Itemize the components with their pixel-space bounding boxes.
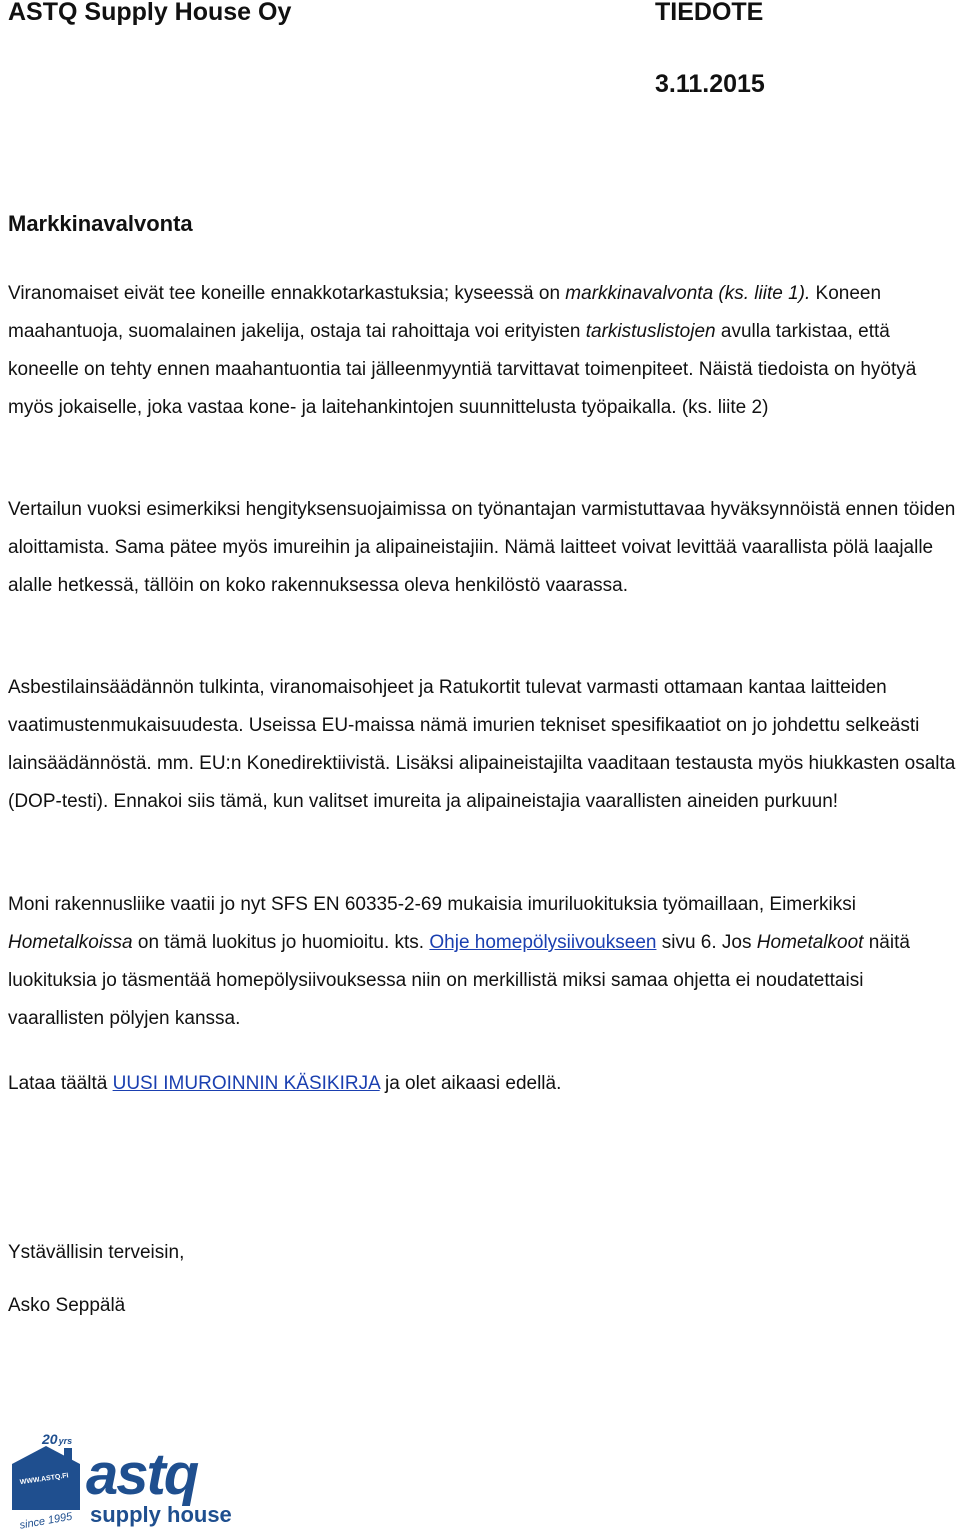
logo-tagline: supply house bbox=[90, 1502, 232, 1527]
astq-logo-graphic bbox=[6, 1432, 246, 1532]
logo-years-suffix: yrs bbox=[58, 1436, 73, 1446]
greeting: Ystävällisin terveisin, bbox=[8, 1242, 185, 1263]
logo-brand: astq bbox=[86, 1442, 198, 1507]
paragraph-5: Lataa täältä UUSI IMUROINNIN KÄSIKIRJA ja olet aikaasi edellä. bbox=[8, 1073, 562, 1094]
mold-cleaning-guide-link[interactable]: Ohje homepölysiivoukseen bbox=[429, 932, 657, 953]
paragraph-4: Moni rakennusliike vaatii jo nyt SFS EN 60335-2-69 mukaisia imuriluokituksia työmaillaan, Eimerkiksi Hometalkoissa on tämä luokitus jo huomioitu. kts. Ohje homepölysiivoukseen sivu 6. Jos Hometalkoot näitä luokituksia jo täsmentää homepölysiivouksessa niin on merkillistä miksi samaa ohjetta ei noudatettaisi vaarallisten pölyjen kanssa. bbox=[8, 894, 910, 1029]
page-title: Markkinavalvonta bbox=[8, 211, 193, 236]
logo-since: since 1995 bbox=[18, 1510, 74, 1532]
document-date: 3.11.2015 bbox=[655, 70, 765, 98]
vacuuming-handbook-link[interactable]: UUSI IMUROINNIN KÄSIKIRJA bbox=[112, 1073, 380, 1094]
company-name: ASTQ Supply House Oy bbox=[8, 0, 292, 26]
logo-url: WWW.ASTQ.FI bbox=[19, 1472, 69, 1487]
document-type: TIEDOTE bbox=[655, 0, 764, 26]
paragraph-3: Asbestilainsäädännön tulkinta, viranomaisohjeet ja Ratukortit tulevat varmasti ottamaan kantaa laitteiden vaatimustenmukaisuudesta. Useissa EU-maissa nämä imurien tekniset spesifikaatiot on jo johdettu selkeästi lainsäädännöstä. mm. EU:n Konedirektiivistä. Lisäksi alipaineistajilta vaaditaan testausta myös hiukkasten osalta (DOP-testi). Ennakoi siis tämä, kun valitset imureita ja alipaineistajia vaarallisten aineiden purkuun! bbox=[8, 677, 956, 812]
svg-text:20yrs bbox=[41, 1432, 72, 1447]
signature: Asko Seppälä bbox=[8, 1295, 126, 1316]
paragraph-2: Vertailun vuoksi esimerkiksi hengityksensuojaimissa on työnantajan varmistuttavaa hyväksynnöistä ennen töiden aloittamista. Sama pätee myös imureihin ja alipaineistajiin. Nämä laitteet voivat levittää vaarallista pölä laajalle alalle hetkessä, tällöin on koko rakennuksessa oleva henkilöstö vaarassa. bbox=[8, 499, 956, 596]
logo-years: 20 bbox=[42, 1432, 58, 1447]
paragraph-1: Viranomaiset eivät tee koneille ennakkotarkastuksia; kyseessä on markkinavalvonta (ks. liite 1). Koneen maahantuoja, suomalainen jakelija, ostaja tai rahoittaja voi erityisten tarkistuslistojen avulla tarkistaa, että koneelle on tehty ennen maahantuontia tai jälleenmyyntiä tarvittavat toimenpiteet. Näistä tiedoista on hyötyä myös jokaiselle, joka vastaa kone- ja laitehankintojen suunnittelusta työpaikalla. (ks. liite 2) bbox=[8, 283, 917, 418]
astq-logo bbox=[6, 1432, 246, 1532]
